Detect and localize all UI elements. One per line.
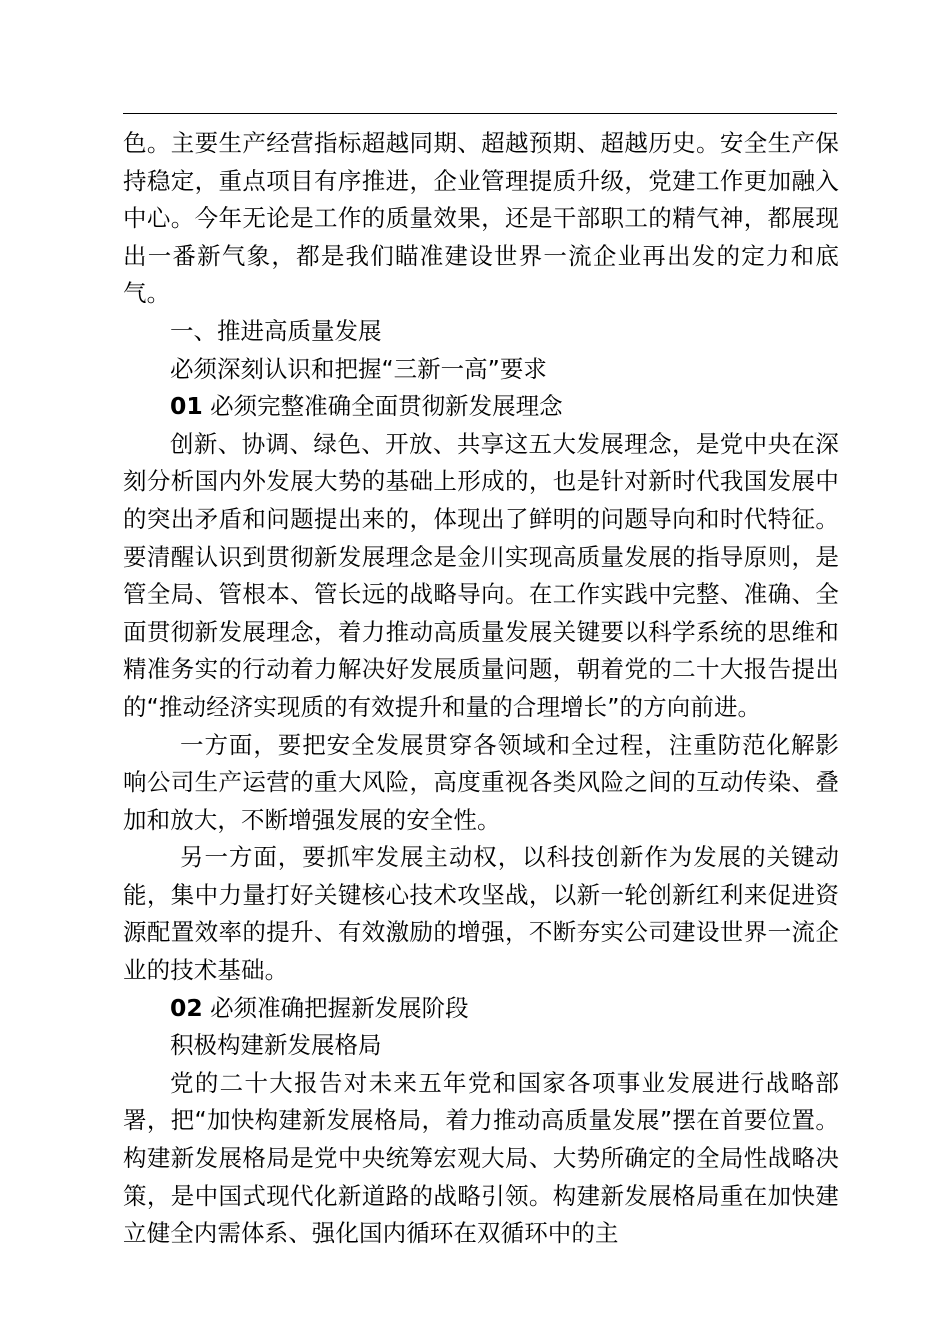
paragraph-one-hand: 一方面，要把安全发展贯穿各领域和全过程，注重防范化解影响公司生产运营的重大风险，高度重视各类风险之间的互动传染、叠加和放大，不断增强发展的安全性。: [123, 730, 839, 834]
paragraph-other-hand: 另一方面，要抓牢发展主动权，以科技创新作为发展的关键动能，集中力量打好关键核心技术攻坚战，以新一轮创新红利来促进资源配置效率的提升、有效激励的增强，不断夯实公司建设世界一流企业的技术基础。: [123, 843, 839, 985]
subtitle-heading-1: 必须深刻认识和把握“三新一高”要求: [170, 354, 547, 383]
item-number-01: 01: [170, 392, 203, 421]
section-heading-1: 一、推进高质量发展: [170, 316, 382, 345]
header-rule: [123, 113, 837, 114]
paragraph-continued: 色。主要生产经营指标超越同期、超越预期、超越历史。安全生产保持稳定，重点项目有序推进，企业管理提质升级，党建工作更加融入中心。今年无论是工作的质量效果，还是干部职工的精气神，都展现出一番新气象，都是我们瞄准建设世界一流企业再出发的定力和底气。: [123, 129, 839, 308]
item-heading-02: [123, 990, 839, 1028]
item-number-02: 02: [170, 993, 203, 1022]
paragraph-report: 党的二十大报告对未来五年党和国家各项事业发展进行战略部署，把“加快构建新发展格局，着力推动高质量发展”摆在首要位置。构建新发展格局是党中央统筹宏观大局、大势所确定的全局性战略决策，是中国式现代化新道路的战略引领。构建新发展格局重在加快建立健全内需体系、强化国内循环在双循环中的主: [123, 1068, 839, 1248]
paragraph-innovation: 创新、协调、绿色、开放、共享这五大发展理念，是党中央在深刻分析国内外发展大势的基础上形成的，也是针对新时代我国发展中的突出矛盾和问题提出来的，体现出了鲜明的问题导向和时代特征。要清醒认识到贯彻新发展理念是金川实现高质量发展的指导原则，是管全局、管根本、管长远的战略导向。在工作实践中完整、准确、全面贯彻新发展理念，着力推动高质量发展关键要以科学系统的思维和精准务实的行动着力解决好发展质量问题，朝着党的二十大报告提出的“推动经济实现质的有效提升和量的合理增长”的方向前进。: [123, 429, 839, 721]
item-heading-01-text: 必须完整准确全面贯彻新发展理念: [202, 392, 563, 421]
document-body: [123, 125, 839, 1253]
item-heading-02-text: 必须准确把握新发展阶段: [202, 993, 469, 1022]
subtitle-heading-2: 积极构建新发展格局: [170, 1031, 382, 1060]
item-heading-01: [123, 388, 839, 426]
